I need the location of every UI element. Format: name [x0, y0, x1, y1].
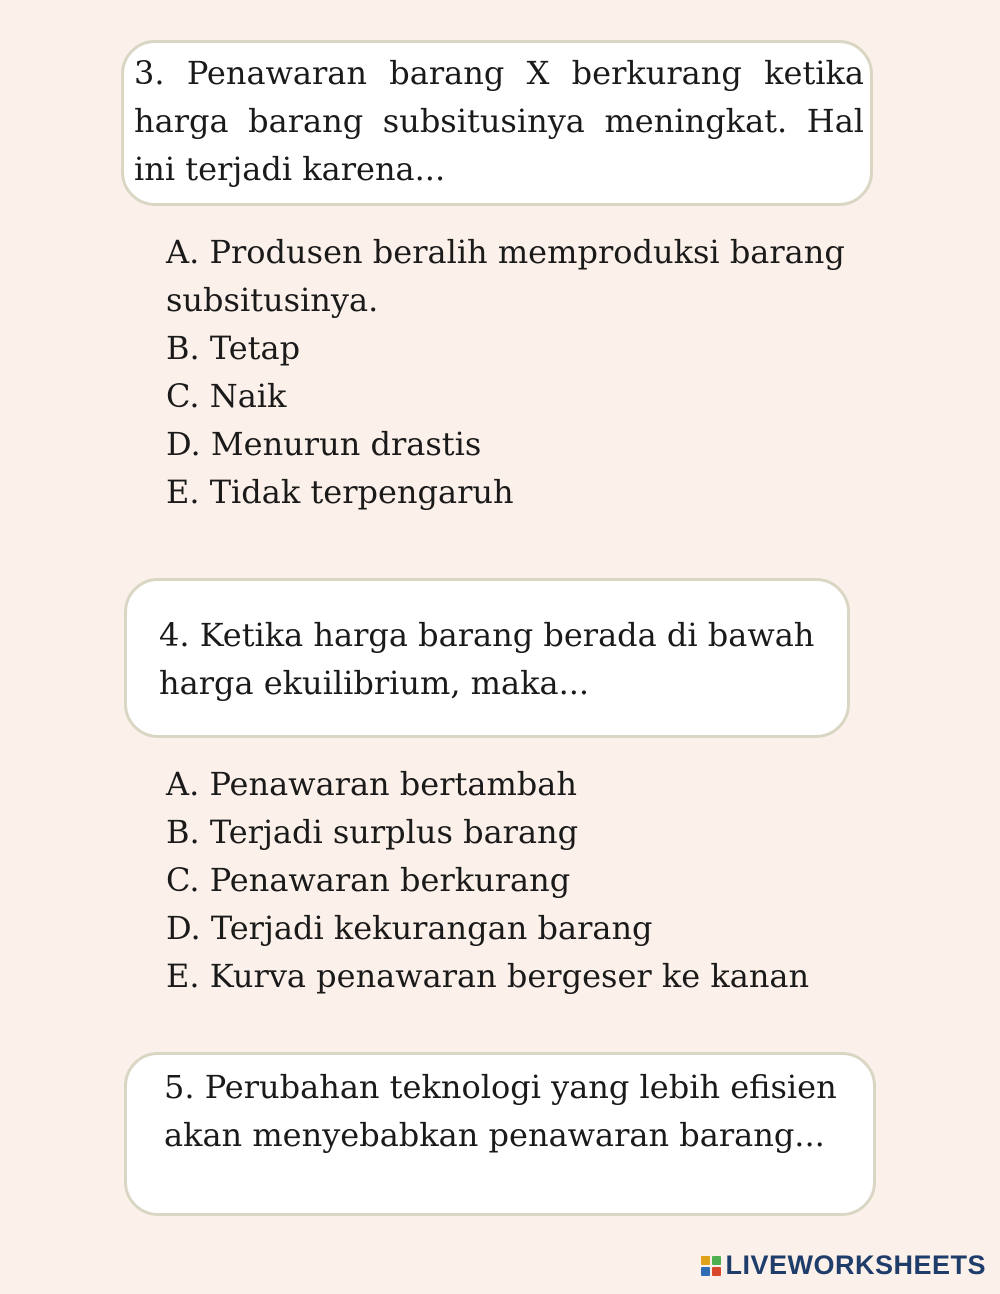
option-3b[interactable]: B. Tetap	[166, 329, 301, 367]
logo-text: LIVEWORKSHEETS	[725, 1250, 986, 1280]
question-3-options	[166, 228, 886, 516]
question-3-box	[121, 40, 873, 206]
option-3a[interactable]: A. Produsen beralih memproduksi barang subsitusinya.	[166, 233, 845, 319]
logo-square-1	[701, 1256, 710, 1265]
logo-square-4	[712, 1267, 721, 1276]
logo-square-2	[712, 1256, 721, 1265]
option-3e[interactable]: E. Tidak terpengaruh	[166, 473, 514, 511]
liveworksheets-logo	[701, 1250, 986, 1281]
question-4-options	[166, 760, 886, 1000]
question-5-box	[124, 1052, 876, 1216]
question-3-text: 3. Penawaran barang X berkurang ketika harga barang subsitusinya meningkat. Hal ini terjadi karena...	[134, 54, 864, 188]
question-4-box	[124, 578, 850, 738]
option-4c[interactable]: C. Penawaran berkurang	[166, 861, 571, 899]
option-4e[interactable]: E. Kurva penawaran bergeser ke kanan	[166, 957, 810, 995]
question-4-text: 4. Ketika harga barang berada di bawah harga ekuilibrium, maka...	[159, 616, 815, 702]
liveworksheets-grid-icon	[701, 1256, 721, 1276]
option-4a[interactable]: A. Penawaran bertambah	[166, 765, 577, 803]
logo-square-3	[701, 1267, 710, 1276]
question-5-text: 5. Perubahan teknologi yang lebih efisien akan menyebabkan penawaran barang...	[164, 1068, 837, 1154]
option-4b[interactable]: B. Terjadi surplus barang	[166, 813, 579, 851]
option-3d[interactable]: D. Menurun drastis	[166, 425, 482, 463]
option-4d[interactable]: D. Terjadi kekurangan barang	[166, 909, 653, 947]
option-3c[interactable]: C. Naik	[166, 377, 287, 415]
